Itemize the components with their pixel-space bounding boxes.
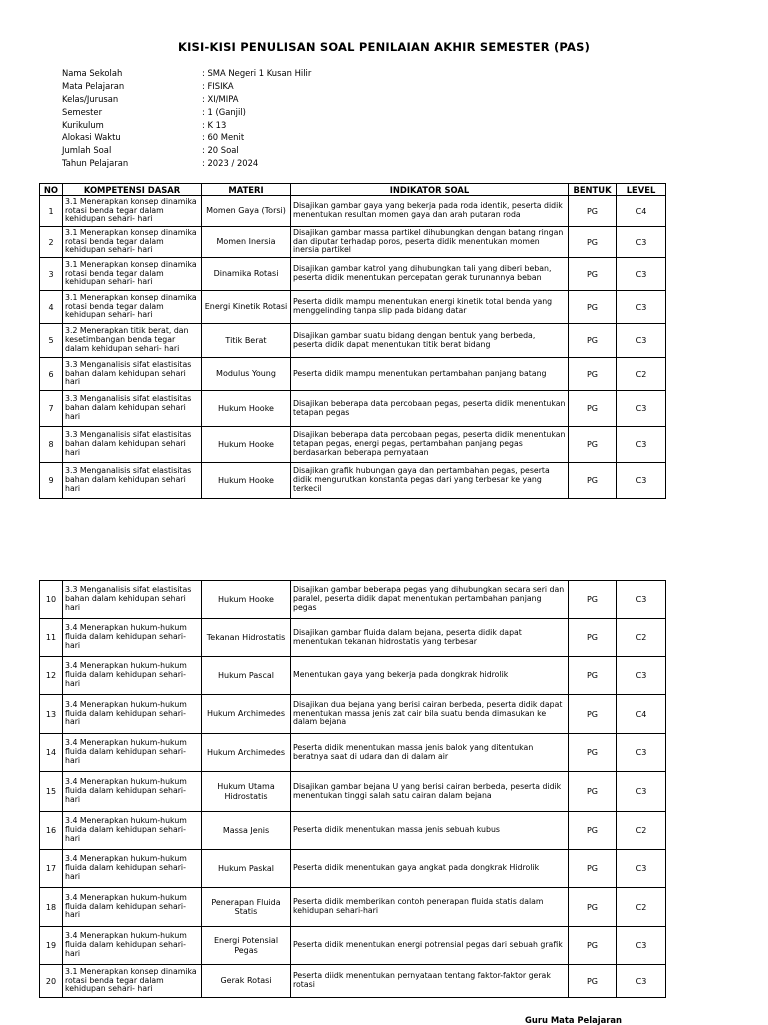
- cell-level: C3: [617, 734, 666, 772]
- cell-indikator: Peserta didik menentukan massa jenis balok yang ditentukan beratnya saat di udara dan di dalam air: [291, 734, 569, 772]
- cell-no: 7: [40, 391, 63, 427]
- cell-materi: Hukum Hooke: [202, 463, 291, 499]
- table-row: [40, 619, 666, 657]
- cell-indikator: Peserta didik menentukan gaya angkat pada dongkrak Hidrolik: [291, 850, 569, 888]
- cell-materi: Hukum Pascal: [202, 657, 291, 695]
- cell-level: C4: [617, 196, 666, 227]
- cell-kompetensi-dasar: 3.2 Menerapkan titik berat, dan kesetimbangan benda tegar dalam kehidupan sehari- hari: [63, 324, 202, 358]
- cell-kompetensi-dasar: 3.3 Menganalisis sifat elastisitas bahan dalam kehidupan sehari hari: [63, 358, 202, 391]
- cell-bentuk: PG: [569, 581, 617, 619]
- cell-kompetensi-dasar: 3.1 Menerapkan konsep dinamika rotasi benda tegar dalam kehidupan sehari- hari: [63, 227, 202, 258]
- info-key: Jumlah Soal: [62, 145, 112, 156]
- info-row: [62, 81, 311, 94]
- cell-indikator: Peserta didik mampu menentukan energi kinetik total benda yang menggelinding tanpa slip pada bidang datar: [291, 291, 569, 324]
- cell-materi: Modulus Young: [202, 358, 291, 391]
- cell-no: 16: [40, 812, 63, 850]
- table-row: [40, 291, 666, 324]
- cell-bentuk: PG: [569, 734, 617, 772]
- cell-no: 14: [40, 734, 63, 772]
- cell-materi: Penerapan Fluida Statis: [202, 888, 291, 927]
- cell-no: 19: [40, 927, 63, 965]
- cell-bentuk: PG: [569, 619, 617, 657]
- cell-kompetensi-dasar: 3.4 Menerapkan hukum-hukum fluida dalam kehidupan sehari-hari: [63, 927, 202, 965]
- header-materi: MATERI: [202, 184, 291, 196]
- cell-indikator: Menentukan gaya yang bekerja pada dongkrak hidrolik: [291, 657, 569, 695]
- cell-no: 15: [40, 772, 63, 812]
- table-row: [40, 227, 666, 258]
- cell-indikator: Disajikan gambar suatu bidang dengan bentuk yang berbeda, peserta didik dapat menentukan titik berat bidang: [291, 324, 569, 358]
- cell-materi: Hukum Utama Hidrostatis: [202, 772, 291, 812]
- cell-kompetensi-dasar: 3.4 Menerapkan hukum-hukum fluida dalam kehidupan sehari-hari: [63, 734, 202, 772]
- cell-indikator: Disajikan gambar bejana U yang berisi cairan berbeda, peserta didik menentukan tinggi salah satu cairan dalam bejana: [291, 772, 569, 812]
- info-key: Tahun Pelajaran: [62, 158, 129, 169]
- table-row: [40, 812, 666, 850]
- cell-bentuk: PG: [569, 427, 617, 463]
- cell-bentuk: PG: [569, 965, 617, 998]
- info-key: Mata Pelajaran: [62, 80, 125, 91]
- cell-kompetensi-dasar: 3.4 Menerapkan hukum-hukum fluida dalam kehidupan sehari-hari: [63, 850, 202, 888]
- table-row: [40, 734, 666, 772]
- cell-materi: Hukum Hooke: [202, 581, 291, 619]
- table-header-row: [40, 184, 666, 196]
- info-key: Kurikulum: [62, 119, 104, 130]
- cell-bentuk: PG: [569, 695, 617, 734]
- cell-bentuk: PG: [569, 888, 617, 927]
- cell-kompetensi-dasar: 3.4 Menerapkan hukum-hukum fluida dalam kehidupan sehari-hari: [63, 888, 202, 927]
- table-row: [40, 258, 666, 291]
- cell-no: 2: [40, 227, 63, 258]
- header-indikator-soal: INDIKATOR SOAL: [291, 184, 569, 196]
- cell-no: 6: [40, 358, 63, 391]
- info-key: Alokasi Waktu: [62, 132, 121, 143]
- info-row: [62, 120, 311, 133]
- table-row: [40, 391, 666, 427]
- info-value: : 20 Soal: [202, 145, 239, 156]
- cell-materi: Momen Inersia: [202, 227, 291, 258]
- info-row: [62, 145, 311, 158]
- info-value: : 1 (Ganjil): [202, 106, 246, 117]
- cell-bentuk: PG: [569, 463, 617, 499]
- cell-kompetensi-dasar: 3.1 Menerapkan konsep dinamika rotasi benda tegar dalam kehidupan sehari- hari: [63, 965, 202, 998]
- table-row: [40, 324, 666, 358]
- cell-level: C3: [617, 965, 666, 998]
- table-row: [40, 888, 666, 927]
- cell-materi: Hukum Archimedes: [202, 734, 291, 772]
- cell-level: C3: [617, 227, 666, 258]
- cell-indikator: Disajikan gambar massa partikel dihubungkan dengan batang ringan dan diputar terhadap poros, peserta didik menentukan momen inersia partikel: [291, 227, 569, 258]
- cell-indikator: Disajikan gambar beberapa pegas yang dihubungkan secara seri dan paralel, peserta didik dapat menentukan pertambahan panjang pegas: [291, 581, 569, 619]
- info-row: [62, 94, 311, 107]
- cell-kompetensi-dasar: 3.1 Menerapkan konsep dinamika rotasi benda tegar dalam kehidupan sehari- hari: [63, 258, 202, 291]
- cell-materi: Dinamika Rotasi: [202, 258, 291, 291]
- info-row: [62, 68, 311, 81]
- cell-level: C3: [617, 427, 666, 463]
- info-value: : FISIKA: [202, 80, 234, 91]
- cell-level: C3: [617, 772, 666, 812]
- cell-indikator: Peserta didik menentukan massa jenis sebuah kubus: [291, 812, 569, 850]
- info-row: [62, 132, 311, 145]
- cell-materi: Tekanan Hidrostatis: [202, 619, 291, 657]
- cell-no: 4: [40, 291, 63, 324]
- cell-level: C3: [617, 927, 666, 965]
- cell-indikator: Disajikan grafik hubungan gaya dan pertambahan pegas, peserta didik mengurutkan konstanta pegas dari yang terbesar ke yang terkecil: [291, 463, 569, 499]
- cell-no: 5: [40, 324, 63, 358]
- cell-level: C3: [617, 581, 666, 619]
- cell-level: C3: [617, 463, 666, 499]
- cell-materi: Hukum Hooke: [202, 391, 291, 427]
- cell-kompetensi-dasar: 3.1 Menerapkan konsep dinamika rotasi benda tegar dalam kehidupan sehari- hari: [63, 196, 202, 227]
- table-row: [40, 581, 666, 619]
- cell-level: C3: [617, 657, 666, 695]
- cell-materi: Massa Jenis: [202, 812, 291, 850]
- cell-level: C4: [617, 695, 666, 734]
- info-key: Kelas/Jurusan: [62, 93, 119, 104]
- cell-materi: Hukum Paskal: [202, 850, 291, 888]
- cell-kompetensi-dasar: 3.4 Menerapkan hukum-hukum fluida dalam kehidupan sehari-hari: [63, 772, 202, 812]
- page-title: KISI-KISI PENULISAN SOAL PENILAIAN AKHIR SEMESTER (PAS): [177, 40, 591, 54]
- grid-table-page-1: [39, 183, 666, 499]
- info-key: Nama Sekolah: [62, 68, 123, 78]
- cell-kompetensi-dasar: 3.1 Menerapkan konsep dinamika rotasi benda tegar dalam kehidupan sehari- hari: [63, 291, 202, 324]
- cell-no: 11: [40, 619, 63, 657]
- signature-label: Guru Mata Pelajaran: [525, 1015, 623, 1025]
- cell-bentuk: PG: [569, 227, 617, 258]
- header-kompetensi-dasar: KOMPETENSI DASAR: [63, 184, 202, 196]
- header-no: NO: [40, 184, 63, 196]
- table-row: [40, 695, 666, 734]
- cell-no: 3: [40, 258, 63, 291]
- cell-level: C3: [617, 291, 666, 324]
- info-key: Semester: [62, 106, 103, 117]
- cell-bentuk: PG: [569, 196, 617, 227]
- cell-kompetensi-dasar: 3.3 Menganalisis sifat elastisitas bahan dalam kehidupan sehari hari: [63, 427, 202, 463]
- header-level: LEVEL: [617, 184, 666, 196]
- cell-materi: Energi Kinetik Rotasi: [202, 291, 291, 324]
- info-value: : XI/MIPA: [202, 93, 239, 104]
- cell-bentuk: PG: [569, 812, 617, 850]
- cell-level: C3: [617, 324, 666, 358]
- header-bentuk: BENTUK: [569, 184, 617, 196]
- info-row: [62, 107, 311, 120]
- cell-bentuk: PG: [569, 657, 617, 695]
- cell-no: 17: [40, 850, 63, 888]
- cell-level: C3: [617, 391, 666, 427]
- table-row: [40, 927, 666, 965]
- cell-kompetensi-dasar: 3.3 Menganalisis sifat elastisitas bahan dalam kehidupan sehari hari: [63, 391, 202, 427]
- cell-level: C2: [617, 812, 666, 850]
- table-row: [40, 358, 666, 391]
- cell-bentuk: PG: [569, 927, 617, 965]
- cell-indikator: Disajikan dua bejana yang berisi cairan berbeda, peserta didik dapat menentukan massa jenis zat cair bila suatu benda dimasukan ke dalam bejana: [291, 695, 569, 734]
- cell-bentuk: PG: [569, 291, 617, 324]
- cell-kompetensi-dasar: 3.4 Menerapkan hukum-hukum fluida dalam kehidupan sehari-hari: [63, 695, 202, 734]
- info-row: [62, 158, 311, 171]
- cell-materi: Hukum Hooke: [202, 427, 291, 463]
- cell-bentuk: PG: [569, 772, 617, 812]
- cell-indikator: Disajikan beberapa data percobaan pegas, peserta didik menentukan tetapan pegas: [291, 391, 569, 427]
- table-row: [40, 965, 666, 998]
- cell-materi: Hukum Archimedes: [202, 695, 291, 734]
- table-row: [40, 657, 666, 695]
- cell-no: 8: [40, 427, 63, 463]
- cell-no: 10: [40, 581, 63, 619]
- table-row: [40, 772, 666, 812]
- cell-kompetensi-dasar: 3.3 Menganalisis sifat elastisitas bahan dalam kehidupan sehari hari: [63, 581, 202, 619]
- cell-bentuk: PG: [569, 324, 617, 358]
- table-row: [40, 196, 666, 227]
- cell-no: 1: [40, 196, 63, 227]
- cell-bentuk: PG: [569, 258, 617, 291]
- cell-indikator: Disajikan gambar fluida dalam bejana, peserta didik dapat menentukan tekanan hidrostatis yang terbesar: [291, 619, 569, 657]
- cell-materi: Titik Berat: [202, 324, 291, 358]
- cell-bentuk: PG: [569, 391, 617, 427]
- cell-kompetensi-dasar: 3.4 Menerapkan hukum-hukum fluida dalam kehidupan sehari-hari: [63, 619, 202, 657]
- cell-indikator: Peserta diidk menentukan pernyataan tentang faktor-faktor gerak rotasi: [291, 965, 569, 998]
- cell-level: C2: [617, 619, 666, 657]
- cell-indikator: Disajikan gambar katrol yang dihubungkan tali yang diberi beban, peserta didik menentukan percepatan gerak turunannya beban: [291, 258, 569, 291]
- info-value: : K 13: [202, 119, 227, 130]
- table-row: [40, 463, 666, 499]
- info-value: : 2023 / 2024: [202, 158, 259, 169]
- grid-table-page-2: [39, 580, 666, 998]
- cell-materi: Gerak Rotasi: [202, 965, 291, 998]
- cell-materi: Momen Gaya (Torsi): [202, 196, 291, 227]
- cell-level: C3: [617, 258, 666, 291]
- cell-no: 9: [40, 463, 63, 499]
- cell-level: C2: [617, 358, 666, 391]
- cell-indikator: Disajikan gambar gaya yang bekerja pada roda identik, peserta didik menentukan resultan momen gaya dan arah putaran roda: [291, 196, 569, 227]
- info-value: : 60 Menit: [202, 132, 245, 143]
- cell-level: C3: [617, 850, 666, 888]
- info-value: : SMA Negeri 1 Kusan Hilir: [202, 68, 312, 78]
- cell-indikator: Peserta didik mampu menentukan pertambahan panjang batang: [291, 358, 569, 391]
- cell-materi: Energi Potensial Pegas: [202, 927, 291, 965]
- cell-kompetensi-dasar: 3.4 Menerapkan hukum-hukum fluida dalam kehidupan sehari-hari: [63, 812, 202, 850]
- cell-no: 18: [40, 888, 63, 927]
- cell-kompetensi-dasar: 3.4 Menerapkan hukum-hukum fluida dalam kehidupan sehari-hari: [63, 657, 202, 695]
- cell-bentuk: PG: [569, 850, 617, 888]
- table-row: [40, 427, 666, 463]
- cell-level: C2: [617, 888, 666, 927]
- table-row: [40, 850, 666, 888]
- cell-no: 13: [40, 695, 63, 734]
- cell-indikator: Disajikan beberapa data percobaan pegas, peserta didik menentukan tetapan pegas, energi pegas, pertambahan panjang pegas berdasarkan beberapa pernyataan: [291, 427, 569, 463]
- cell-no: 20: [40, 965, 63, 998]
- school-info: [62, 68, 311, 171]
- cell-no: 12: [40, 657, 63, 695]
- cell-kompetensi-dasar: 3.3 Menganalisis sifat elastisitas bahan dalam kehidupan sehari hari: [63, 463, 202, 499]
- cell-indikator: Peserta didik memberikan contoh penerapan fluida statis dalam kehidupan sehari-hari: [291, 888, 569, 927]
- cell-indikator: Peserta didik menentukan energi potrensial pegas dari sebuah grafik: [291, 927, 569, 965]
- cell-bentuk: PG: [569, 358, 617, 391]
